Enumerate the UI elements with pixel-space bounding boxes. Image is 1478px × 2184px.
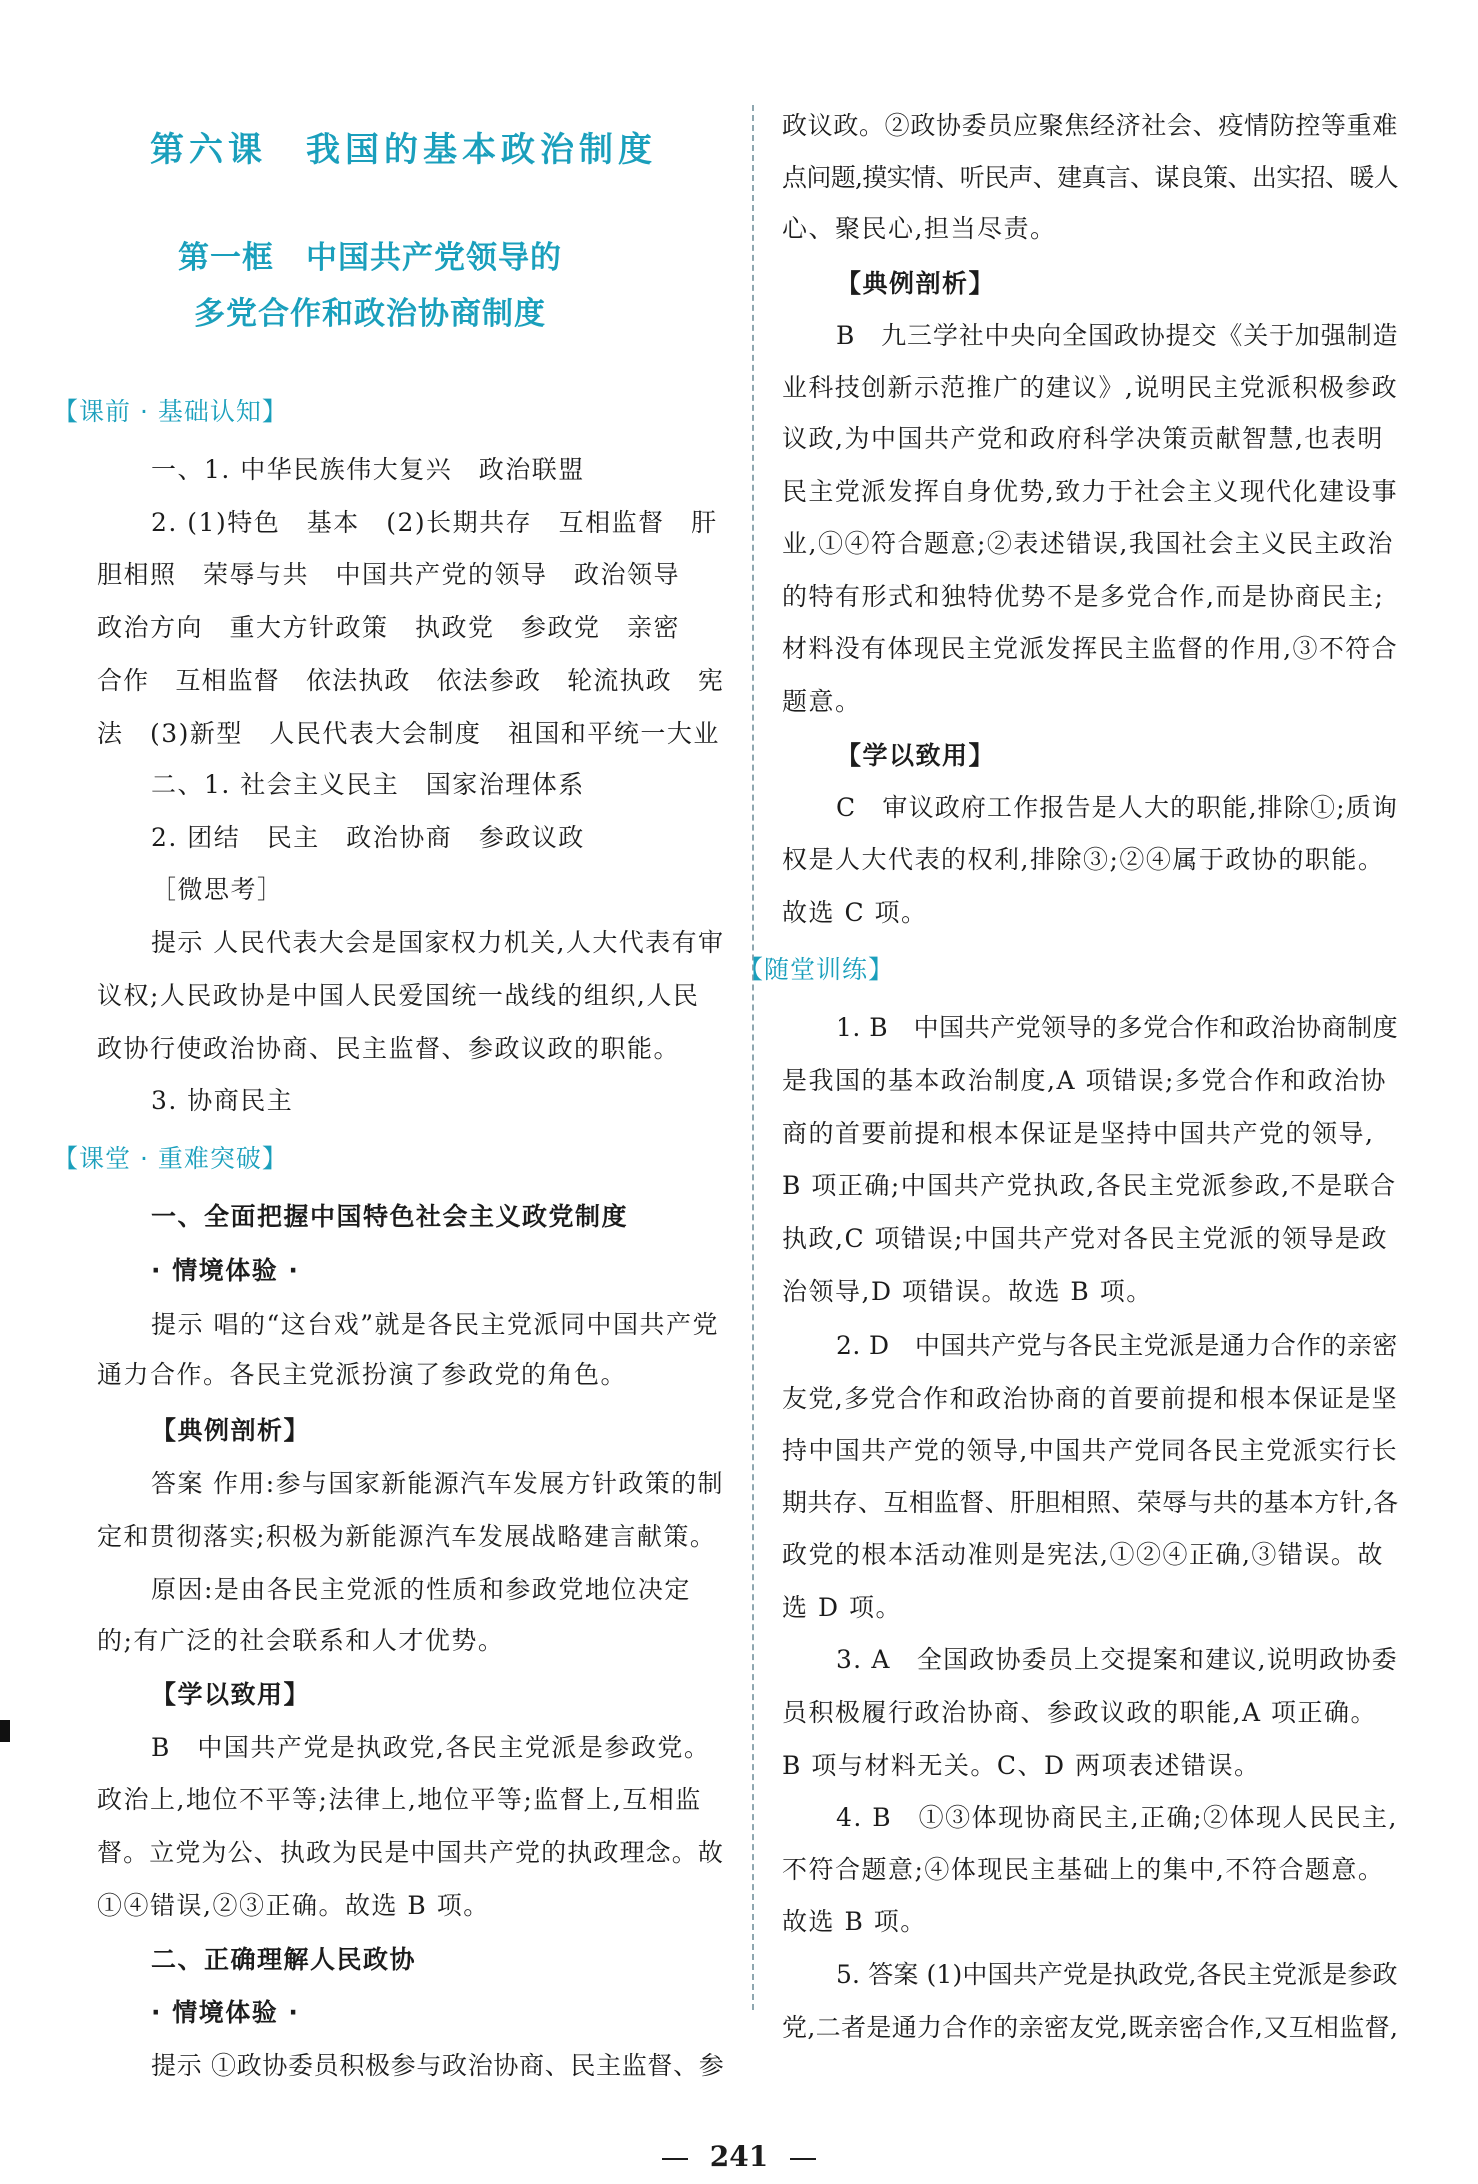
text-line: 答案 作用:参与国家新能源汽车发展方针政策的制 bbox=[151, 1469, 724, 1498]
text-line: 材料没有体现民主党派发挥民主监督的作用,③不符合 bbox=[782, 634, 1398, 663]
text-line: 员积极履行政治协商、参政议政的职能,A 项正确。 bbox=[782, 1698, 1377, 1727]
text-line: 胆相照 荣辱与共 中国共产党的领导 政治领导 bbox=[97, 560, 681, 589]
subheading: 【学以致用】 bbox=[836, 741, 996, 770]
text-line: 政议政。②政协委员应聚焦经济社会、疫情防控等重难 bbox=[782, 111, 1399, 140]
text-line: 党,二者是通力合作的亲密友党,既亲密合作,又互相监督, bbox=[782, 2013, 1399, 2042]
text-line: 定和贯彻落实;积极为新能源汽车发展战略建言献策。 bbox=[97, 1522, 717, 1551]
text-line: 提示 唱的“这台戏”就是各民主党派同中国共产党 bbox=[151, 1310, 720, 1339]
text-line: 民主党派发挥自身优势,致力于社会主义现代化建设事 bbox=[782, 477, 1398, 506]
subheading: 【典例剖析】 bbox=[151, 1416, 311, 1445]
text-line: 的特有形式和独特优势不是多党合作,而是协商民主; bbox=[782, 582, 1385, 611]
subheading: 二、正确理解人民政协 bbox=[151, 1945, 417, 1974]
text-line: 2. 团结 民主 政治协商 参政议政 bbox=[151, 823, 585, 852]
section-heading: 【课前 · 基础认知】 bbox=[53, 397, 288, 426]
frame-title-line-1: 第一框 中国共产党领导的 bbox=[178, 240, 562, 276]
text-line: 业,①④符合题意;②表述错误,我国社会主义民主政治 bbox=[782, 529, 1394, 558]
text-line: 政治方向 重大方针政策 执政党 参政党 亲密 bbox=[97, 613, 681, 642]
subheading: · 情境体验 · bbox=[151, 1998, 300, 2027]
text-line: 友党,多党合作和政治协商的首要前提和根本保证是坚 bbox=[782, 1384, 1398, 1413]
text-line: 持中国共产党的领导,中国共产党同各民主党派实行长 bbox=[782, 1436, 1398, 1465]
text-line: 3. A 全国政协委员上交提案和建议,说明政协委 bbox=[836, 1645, 1398, 1674]
text-line: ①④错误,②③正确。故选 B 项。 bbox=[97, 1891, 490, 1920]
text-line: B 九三学社中央向全国政协提交《关于加强制造 bbox=[836, 321, 1399, 350]
text-line: 选 D 项。 bbox=[782, 1593, 902, 1622]
text-line: C 审议政府工作报告是人大的职能,排除①;质询 bbox=[836, 793, 1398, 822]
subheading: 一、全面把握中国特色社会主义政党制度 bbox=[151, 1202, 629, 1231]
text-line: 合作 互相监督 依法执政 依法参政 轮流执政 宪 bbox=[97, 666, 725, 695]
text-line: B 中国共产党是执政党,各民主党派是参政党。 bbox=[151, 1733, 711, 1762]
section-heading: 【课堂 · 重难突破】 bbox=[53, 1144, 288, 1173]
text-line: 2. D 中国共产党与各民主党派是通力合作的亲密 bbox=[836, 1331, 1398, 1360]
text-line: 通力合作。各民主党派扮演了参政党的角色。 bbox=[97, 1360, 628, 1389]
text-line: 商的首要前提和根本保证是坚持中国共产党的领导, bbox=[782, 1119, 1375, 1148]
column-divider bbox=[752, 105, 754, 2010]
text-line: 2. (1)特色 基本 (2)长期共存 互相监督 肝 bbox=[151, 508, 718, 537]
text-line: 3. 协商民主 bbox=[151, 1086, 294, 1115]
text-line: 二、1. 社会主义民主 国家治理体系 bbox=[151, 770, 585, 799]
section-heading: 【随堂训练】 bbox=[738, 955, 895, 984]
text-line: B 项正确;中国共产党执政,各民主党派参政,不是联合 bbox=[782, 1171, 1397, 1200]
page-number: 241 bbox=[0, 2140, 1478, 2173]
text-line: 5. 答案 (1)中国共产党是执政党,各民主党派是参政 bbox=[836, 1960, 1398, 1989]
frame-title-line-2: 多党合作和政治协商制度 bbox=[194, 296, 546, 332]
text-line: 政治上,地位不平等;法律上,地位平等;监督上,互相监 bbox=[97, 1785, 702, 1814]
text-line: 议政,为中国共产党和政府科学决策贡献智慧,也表明 bbox=[782, 424, 1384, 453]
text-line: 心、聚民心,担当尽责。 bbox=[782, 214, 1057, 243]
text-line: 期共存、互相监督、肝胆相照、荣辱与共的基本方针,各 bbox=[782, 1488, 1399, 1517]
text-line: 治领导,D 项错误。故选 B 项。 bbox=[782, 1277, 1153, 1306]
text-line: 提示 人民代表大会是国家权力机关,人大代表有审 bbox=[151, 928, 725, 957]
text-line: 不符合题意;④体现民主基础上的集中,不符合题意。 bbox=[782, 1855, 1385, 1884]
edge-mark bbox=[0, 1720, 10, 1742]
text-line: 题意。 bbox=[782, 687, 862, 716]
text-line: 政党的根本活动准则是宪法,①②④正确,③错误。故 bbox=[782, 1540, 1384, 1569]
text-line: 议权;人民政协是中国人民爱国统一战线的组织,人民 bbox=[97, 981, 700, 1010]
text-line: 的;有广泛的社会联系和人才优势。 bbox=[97, 1626, 505, 1655]
lesson-title: 第六课 我国的基本政治制度 bbox=[150, 130, 657, 170]
text-line: 督。立党为公、执政为民是中国共产党的执政理念。故 bbox=[97, 1838, 725, 1867]
subheading: 【典例剖析】 bbox=[836, 269, 996, 298]
text-line: 点问题,摸实情、听民声、建真言、谋良策、出实招、暖人 bbox=[782, 163, 1398, 192]
text-line: 故选 B 项。 bbox=[782, 1907, 927, 1936]
text-line: 4. B ①③体现协商民主,正确;②体现人民民主, bbox=[836, 1803, 1398, 1832]
text-line: 权是人大代表的权利,排除③;②④属于政协的职能。 bbox=[782, 845, 1385, 874]
subheading: · 情境体验 · bbox=[151, 1256, 300, 1285]
text-line: B 项与材料无关。C、D 两项表述错误。 bbox=[782, 1751, 1261, 1780]
text-line: 故选 C 项。 bbox=[782, 898, 928, 927]
text-line: 1. B 中国共产党领导的多党合作和政治协商制度 bbox=[836, 1013, 1399, 1042]
text-line: 提示 ①政协委员积极参与政治协商、民主监督、参 bbox=[151, 2051, 725, 2080]
text-line: 法 (3)新型 人民代表大会制度 祖国和平统一大业 bbox=[97, 719, 720, 748]
subheading: 【学以致用】 bbox=[151, 1680, 311, 1709]
text-line: 业科技创新示范推广的建议》,说明民主党派积极参政 bbox=[782, 373, 1398, 402]
text-line: 一、1. 中华民族伟大复兴 政治联盟 bbox=[151, 455, 585, 484]
text-line: 原因:是由各民主党派的性质和参政党地位决定 bbox=[151, 1575, 691, 1604]
text-line: 是我国的基本政治制度,A 项错误;多党合作和政治协 bbox=[782, 1066, 1387, 1095]
text-line: ［微思考］ bbox=[151, 875, 284, 904]
text-line: 政协行使政治协商、民主监督、参政议政的职能。 bbox=[97, 1034, 681, 1063]
text-line: 执政,C 项错误;中国共产党对各民主党派的领导是政 bbox=[782, 1224, 1388, 1253]
